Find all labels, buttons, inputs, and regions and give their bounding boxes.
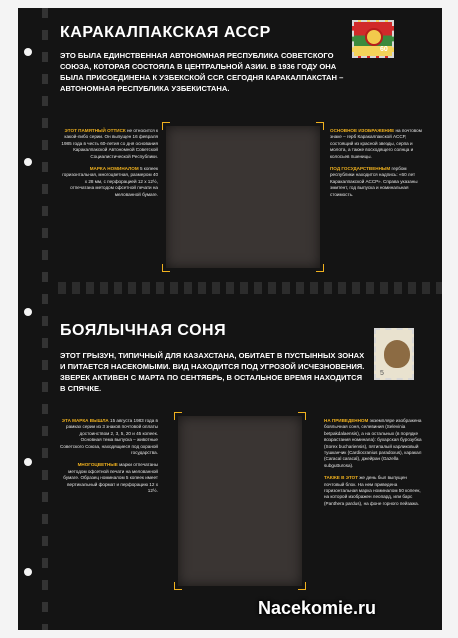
dormouse-icon <box>384 340 410 368</box>
section2-title: БОЯЛЫЧНАЯ СОНЯ <box>60 322 227 339</box>
section1-left-column <box>60 128 158 198</box>
block-text: экземпляре изображена боялычная соня, селевиния (Selevinia betpakdalaensis), а на остальных (в порядке возрастания номинала): бухарская бурозубка (Sorex buchariensis), пятипалый карликовый тушканчик (Cardiocranius paradoxus), каракал (Caracal caracal), джейран (Gazella subgutturosa). <box>324 418 422 468</box>
block-text: гербом республики находится надпись: «60 лет Каракалпакской АССР». Справа указаны эмитент, год выпуска и номинальная стоимость. <box>330 166 418 197</box>
block-text: 15 августа 1983 года в рамках серии из 3 знаков почтовой оплаты достоинством 2, 3, 5, 20 и 45 копеек. Основная тема выпуска – животные Советского Союза, находящиеся под охраной государства. <box>60 418 158 456</box>
site-watermark: Nacekomie.ru <box>258 598 377 618</box>
section1-lead: ЭТО БЫЛА ЕДИНСТВЕННАЯ АВТОНОМНАЯ РЕСПУБЛИКА СОВЕТСКОГО СОЮЗА, КОТОРАЯ СОСТОЯЛА В ЦЕНТРАЛЬНОЙ АЗИИ. В 1936 ГОДУ ОНА БЫЛА ПРИСОЕДИНЕНА К УЗБЕКСКОЙ ССР. СЕГОДНЯ КАРАКАЛПАКСТАН – АВТОНОМНАЯ РЕСПУБЛИКА УЗБЕКИСТАНА. <box>60 51 344 93</box>
section2-right-column <box>324 418 422 507</box>
block-text: на почтовом знаке – герб Каракалпакской АССР, состоящий из красной звезды, серпа и молота, а также восходящего солнца и колосьев пшеницы. <box>330 128 422 159</box>
block-heading: МАРКА НОМИНАЛОМ <box>89 166 139 172</box>
block-text: не относится к какой-либо серии. Он выпущен 16 февраля 1985 года в честь 60-летия со дня основания Каракалпакской Автономной Советской Социалистической Республики. <box>61 128 158 159</box>
block-heading: МНОГОЦВЕТНЫЕ <box>77 462 118 468</box>
block-heading: ЭТОТ ПАМЯТНЫЙ ОТТИСК <box>64 128 126 133</box>
block-heading: ОСНОВНОЕ ИЗОБРАЖЕНИЕ <box>330 128 395 133</box>
stamp-value: 60 <box>380 46 388 53</box>
dormouse-stamp <box>374 328 414 380</box>
coat-of-arms-icon <box>365 28 383 46</box>
block-text: марки отпечатаны методом офсетной печати на мелованной бумаге. Образец номиналом 5 копеек имеет вертикальный формат и перфорацию 12 х 12½. <box>63 462 158 494</box>
section1-right-column <box>330 128 422 198</box>
stamp-mount-1[interactable] <box>166 126 320 268</box>
section-divider <box>58 282 442 294</box>
stamp-mount-2[interactable] <box>178 416 302 586</box>
stamp-value: 5 <box>380 370 384 377</box>
section2-lead: ЭТОТ ГРЫЗУН, ТИПИЧНЫЙ ДЛЯ КАЗАХСТАНА, ОБИТАЕТ В ПУСТЫННЫХ ЗОНАХ И ПИТАЕТСЯ НАСЕКОМЫМИ. ВИД НАХОДИТСЯ ПОД УГРОЗОЙ ИСЧЕЗНОВЕНИЯ. ЗВЕРЕК АКТИВЕН С МАРТА ПО СЕНТЯБРЬ, В ОСТАЛЬНОЕ ВРЕМЯ НАХОДИТСЯ В СПЯЧКЕ. <box>60 351 365 393</box>
section1-title: КАРАКАЛПАКСКАЯ АССР <box>60 24 271 41</box>
block-heading: ПОД ГОСУДАРСТВЕННЫМ <box>330 166 391 172</box>
section2-left-column <box>60 418 158 494</box>
block-heading: ТАКЖЕ В ЭТОТ <box>324 475 359 481</box>
binder-holes <box>24 8 32 630</box>
album-page <box>18 8 442 630</box>
block-heading: НА ПРИВЕДЕННОМ <box>324 418 369 423</box>
karakalpak-stamp <box>352 20 394 58</box>
block-text: 5 копеек горизонтальная, многоцветная, размером 40 х 28 мм, с перфорацией 12 х 12½, отпечатана методом офсетной печати на мелованной бумаге. <box>62 166 158 197</box>
block-text: же день был выпущен почтовый блок. На нем приведена горизонтальная марка номиналом 50 копеек, на которой изображен леопард, или барс (Panthera pardus), на фоне горного пейзажа. <box>324 475 421 506</box>
block-heading: ЭТА МАРКА ВЫШЛА <box>61 418 109 423</box>
